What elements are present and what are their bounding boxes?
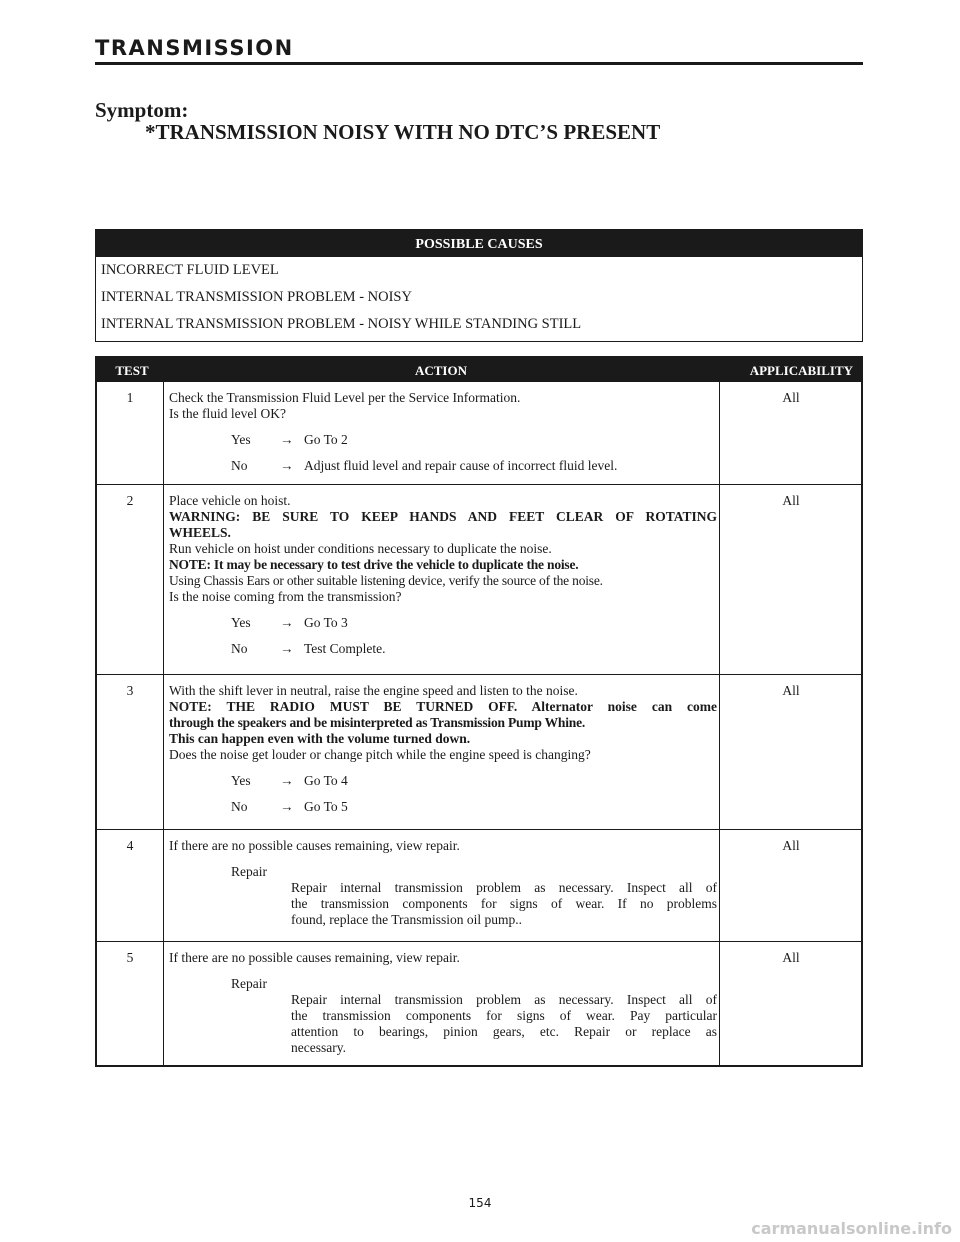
branch-no	[231, 799, 717, 815]
applicability: All	[782, 950, 800, 965]
branch-label: Yes	[231, 432, 251, 447]
test-table	[95, 356, 863, 1067]
applicability: All	[782, 838, 800, 853]
branch-label: Yes	[231, 615, 251, 630]
applicability: All	[782, 683, 800, 698]
repair-line: Repair internal transmission problem as necessary. Inspect all of	[291, 880, 717, 895]
test-action	[169, 838, 717, 928]
symptom-label: Symptom:	[95, 98, 189, 122]
repair-label: Repair	[231, 864, 267, 879]
branch-result: Go To 2	[304, 432, 348, 447]
cause-item: INTERNAL TRANSMISSION PROBLEM - NOISY WHILE STANDING STILL	[101, 316, 582, 332]
repair-line: found, replace the Transmission oil pump..	[291, 912, 522, 927]
possible-causes-heading: POSSIBLE CAUSES	[96, 230, 862, 257]
table-row	[97, 942, 861, 1065]
note-line: This can happen even with the volume turned down.	[169, 731, 471, 746]
action-line: Place vehicle on hoist.	[169, 493, 291, 508]
warning-line: WARNING: BE SURE TO KEEP HANDS AND FEET CLEAR OF ROTATING	[169, 509, 717, 524]
branch-label: No	[231, 458, 248, 473]
arrow-icon: →	[280, 799, 294, 814]
branch-yes	[231, 615, 717, 631]
arrow-icon: →	[280, 432, 294, 447]
arrow-icon: →	[280, 458, 294, 473]
repair-line: the transmission components for signs of wear. If no problems	[291, 896, 717, 911]
repair-line: the transmission components for signs of wear. Pay particular	[291, 1008, 717, 1023]
action-line: Check the Transmission Fluid Level per the Service Information.	[169, 390, 521, 405]
action-line: Does the noise get louder or change pitch while the engine speed is changing?	[169, 747, 591, 762]
cause-item: INCORRECT FLUID LEVEL	[101, 262, 279, 278]
branch-result: Adjust fluid level and repair cause of incorrect fluid level.	[304, 458, 618, 473]
action-line: Is the fluid level OK?	[169, 406, 286, 421]
table-row	[97, 485, 861, 675]
table-row	[97, 675, 861, 830]
branch-result: Test Complete.	[304, 641, 386, 656]
test-number: 2	[126, 493, 134, 508]
action-line: With the shift lever in neutral, raise the engine speed and listen to the noise.	[169, 683, 578, 698]
test-action	[169, 493, 717, 657]
symptom-title: *TRANSMISSION NOISY WITH NO DTC’S PRESENT	[145, 120, 661, 144]
repair-line: Repair internal transmission problem as necessary. Inspect all of	[291, 992, 717, 1007]
test-action	[169, 950, 717, 1056]
watermark: carmanualsonline.info	[751, 1219, 952, 1238]
test-number: 1	[126, 390, 134, 405]
branch-no	[231, 458, 717, 474]
header-action: ACTION	[414, 363, 467, 378]
repair-label: Repair	[231, 976, 267, 991]
note-line: NOTE: THE RADIO MUST BE TURNED OFF. Alternator noise can come	[169, 699, 717, 714]
test-number: 3	[126, 683, 134, 698]
arrow-icon: →	[280, 641, 294, 656]
branch-result: Go To 5	[304, 799, 348, 814]
test-number: 5	[126, 950, 134, 965]
branch-no	[231, 641, 717, 657]
possible-causes-box	[95, 229, 863, 342]
page-number: 154	[468, 1196, 492, 1210]
applicability: All	[782, 390, 800, 405]
action-line: Using Chassis Ears or other suitable listening device, verify the source of the noise.	[169, 573, 603, 588]
applicability: All	[782, 493, 800, 508]
table-row	[97, 382, 861, 485]
note-line: NOTE: It may be necessary to test drive the vehicle to duplicate the noise.	[169, 557, 579, 572]
branch-label: No	[231, 799, 248, 814]
repair-line: attention to bearings, pinion gears, etc. Repair or replace as	[291, 1024, 717, 1039]
header-applicability: APPLICABILITY	[749, 363, 853, 378]
test-action	[169, 683, 717, 815]
action-line: Run vehicle on hoist under conditions necessary to duplicate the noise.	[169, 541, 552, 556]
test-number: 4	[126, 838, 134, 853]
arrow-icon: →	[280, 773, 294, 788]
branch-result: Go To 3	[304, 615, 348, 630]
repair-text	[291, 992, 717, 1056]
branch-result: Go To 4	[304, 773, 348, 788]
branch-yes	[231, 432, 717, 448]
action-line: If there are no possible causes remaining, view repair.	[169, 838, 460, 853]
arrow-icon: →	[280, 615, 294, 630]
cause-item: INTERNAL TRANSMISSION PROBLEM - NOISY	[101, 289, 412, 305]
section-header: TRANSMISSION	[95, 36, 863, 65]
table-row	[97, 830, 861, 942]
repair-line: necessary.	[291, 1040, 346, 1055]
action-line: Is the noise coming from the transmission?	[169, 589, 402, 604]
branch-label: No	[231, 641, 248, 656]
test-action	[169, 390, 717, 474]
branch-label: Yes	[231, 773, 251, 788]
warning-line: WHEELS.	[169, 525, 231, 540]
action-line: If there are no possible causes remaining, view repair.	[169, 950, 460, 965]
header-test: TEST	[115, 363, 149, 378]
repair-text	[291, 880, 717, 928]
branch-yes	[231, 773, 717, 789]
note-line: through the speakers and be misinterpreted as Transmission Pump Whine.	[169, 715, 586, 730]
table-header-row	[97, 358, 861, 382]
